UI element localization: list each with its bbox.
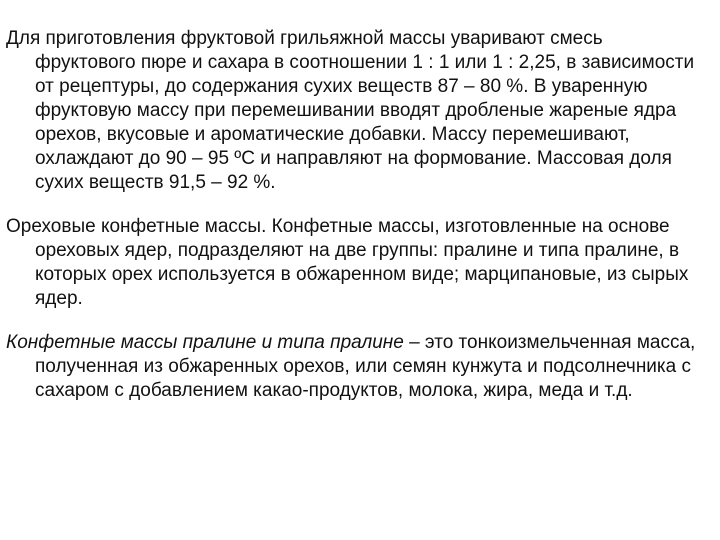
paragraph-fruit-grillage-mass: Для приготовления фруктовой грильяжной массы уваривают смесь фруктового пюре и сахара в соотношении 1 : 1 или 1 : 2,25, в зависимости от рецептуры, до содержания сухих веществ 87 – 80 %. В уваренную фруктовую массу при перемешивании вводят дробленые жареные ядра орехов, вкусовые и ароматические добавки. Массу перемешивают, охлаждают до 90 – 95 ºС и направляют на формование. Массовая доля сухих веществ 91,5 – 92 %. [6,28,695,193]
paragraph-praline-definition [6,331,702,403]
paragraph-nut-candy-masses: Ореховые конфетные массы. Конфетные массы, изготовленные на основе ореховых ядер, подразделяют на две группы: пралине и типа пралине, в которых орех используется в обжаренном виде; марципановые, из сырых ядер. [6,216,689,309]
praline-definition-text: – это тонкоизмельченная масса, полученная из обжаренных орехов, или семян кунжута и подсолнечника с сахаром с добавлением какао-продуктов, молока, жира, меда и т.д. [35,332,696,401]
praline-term: Конфетные массы пралине и типа пралине [6,332,404,353]
